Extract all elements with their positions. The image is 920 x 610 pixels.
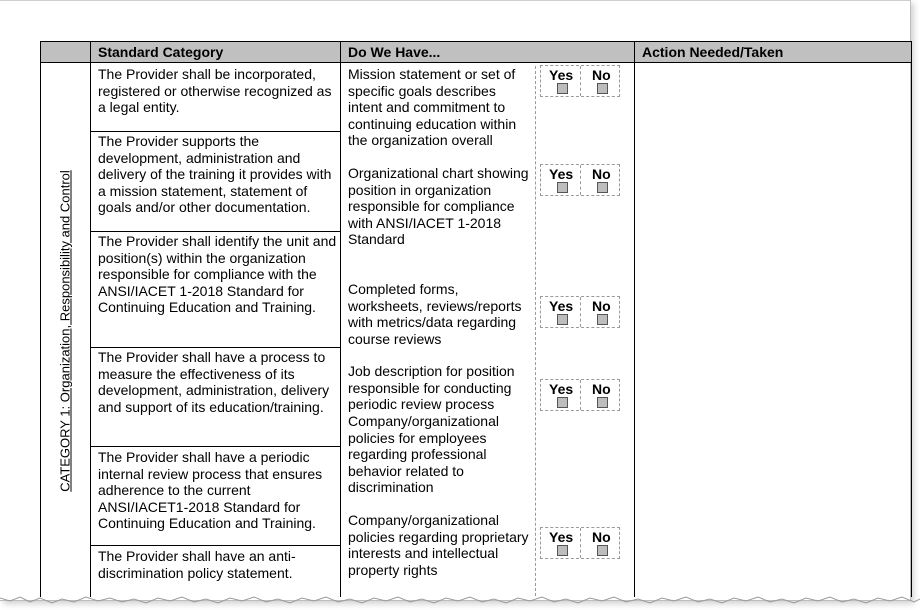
yes-no-group	[540, 164, 620, 196]
no-label: No	[592, 67, 611, 83]
row-divider	[90, 446, 340, 447]
have-item: Job description for position responsible for conducting periodic review process	[348, 363, 515, 412]
category-label	[42, 66, 88, 596]
page-top-edge	[0, 0, 910, 1]
row-divider	[90, 347, 340, 348]
header-action-needed: Action Needed/Taken	[642, 44, 784, 60]
no-label: No	[592, 381, 611, 397]
yes-no-group	[540, 65, 620, 97]
no-checkbox[interactable]	[597, 83, 608, 94]
yes-label: Yes	[549, 166, 574, 182]
grid-line	[90, 41, 91, 597]
no-checkbox[interactable]	[597, 314, 608, 325]
no-label: No	[592, 529, 611, 545]
standard-item: The Provider supports the development, administration and delivery of the training it provides with a mission statement, statement of goals and/or other documentation.	[98, 133, 332, 215]
row-divider	[90, 231, 340, 232]
yes-no-group	[540, 379, 620, 411]
yes-no-group	[540, 527, 620, 559]
torn-edge	[0, 596, 920, 610]
yes-checkbox[interactable]	[557, 397, 568, 408]
have-item: Completed forms, worksheets, reviews/reports with metrics/data regarding course reviews	[348, 281, 522, 347]
category-label-text: CATEGORY 1: Organization, Responsibility and Control	[57, 170, 73, 492]
yes-checkbox[interactable]	[557, 545, 568, 556]
have-item: Company/organizational policies regarding proprietary interests and intellectual property rights	[348, 512, 529, 578]
yes-label: Yes	[549, 381, 574, 397]
standard-item: The Provider shall have a process to measure the effectiveness of its development, administration, delivery and support of its education/training.	[98, 349, 330, 415]
row-divider	[90, 131, 340, 132]
yes-label: Yes	[549, 529, 574, 545]
grid-line	[40, 41, 41, 597]
standard-item: The Provider shall identify the unit and position(s) within the organization responsible for compliance with the ANSI/IACET 1-2018 Standard for Continuing Education and Training.	[98, 233, 337, 315]
no-checkbox[interactable]	[597, 545, 608, 556]
grid-line	[911, 41, 912, 597]
standard-item: The Provider shall have an anti-discrimination policy statement.	[98, 548, 296, 581]
grid-line	[340, 41, 341, 597]
header-do-we-have: Do We Have...	[348, 44, 441, 60]
row-divider	[90, 545, 340, 546]
yes-label: Yes	[549, 67, 574, 83]
have-item: Organizational chart showing position in organization responsible for compliance with ANSI/IACET 1-2018 Standard	[348, 165, 529, 247]
no-checkbox[interactable]	[597, 397, 608, 408]
no-label: No	[592, 166, 611, 182]
yes-no-group	[540, 296, 620, 328]
grid-line	[634, 41, 635, 597]
header-standard-category: Standard Category	[98, 44, 224, 60]
yes-checkbox[interactable]	[557, 83, 568, 94]
no-label: No	[592, 298, 611, 314]
yes-label: Yes	[549, 298, 574, 314]
standard-item: The Provider shall have a periodic internal review process that ensures adherence to the current ANSI/IACET1-2018 Standard for Continuing Education and Training.	[98, 449, 323, 531]
yes-checkbox[interactable]	[557, 182, 568, 193]
yes-checkbox[interactable]	[557, 314, 568, 325]
have-item: Mission statement or set of specific goals describes intent and commitment to continuing education within the organization overall	[348, 66, 517, 148]
checkbox-column-divider	[535, 66, 536, 596]
standard-item: The Provider shall be incorporated, registered or otherwise recognized as a legal entity.	[98, 66, 332, 115]
no-checkbox[interactable]	[597, 182, 608, 193]
have-item: Company/organizational policies for employees regarding professional behavior related to discrimination	[348, 413, 499, 495]
